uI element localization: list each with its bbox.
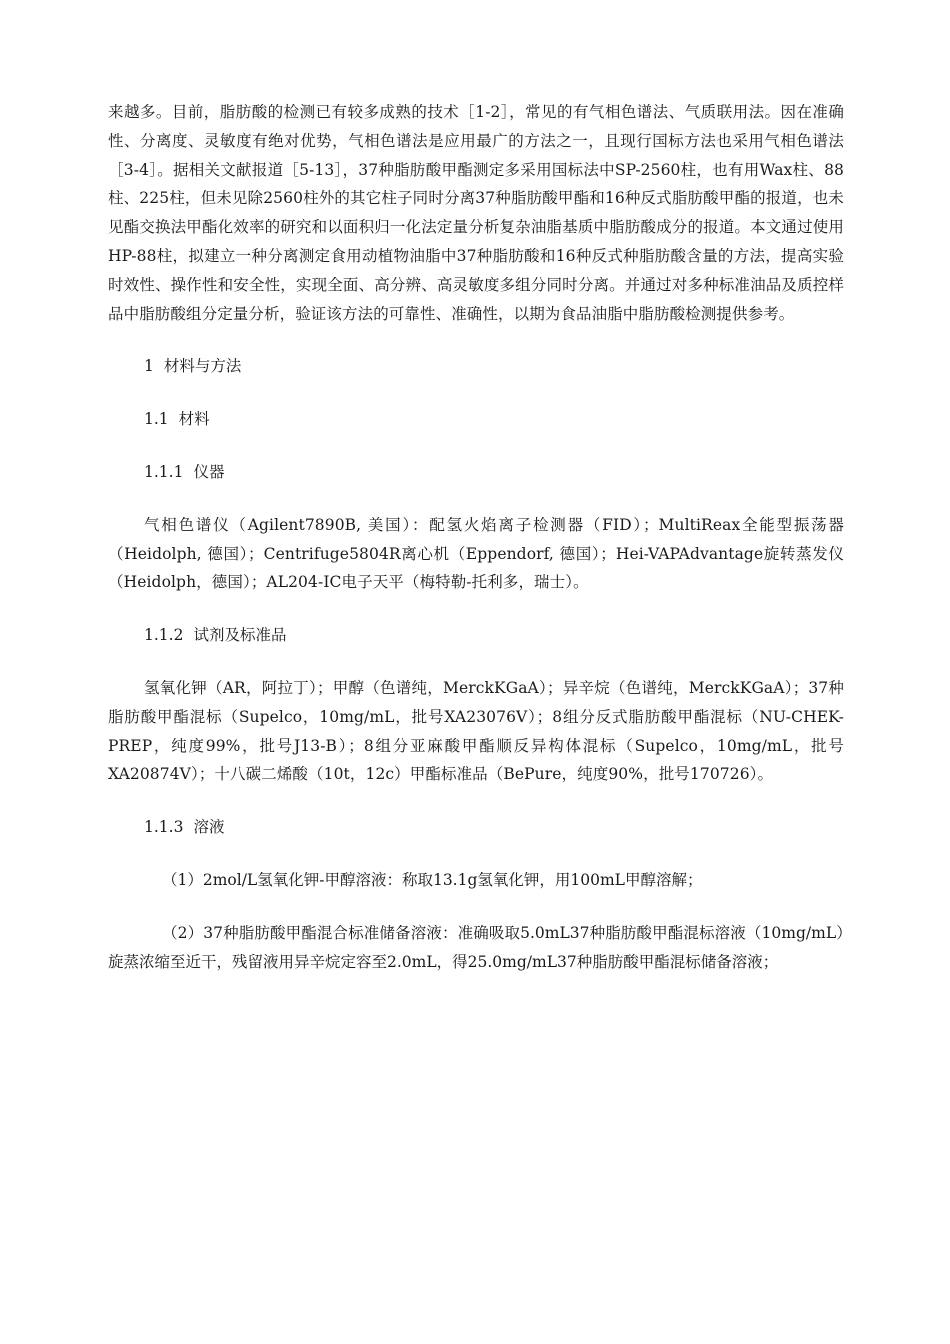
instruments-paragraph: 气相色谱仪（Agilent7890B, 美国）：配氢火焰离子检测器（FID）；MultiReax全能型振荡器（Heidolph, 德国）；Centrifuge5804R离心机（Eppendorf, 德国）；Hei-VAPAdvantage旋转蒸发仪（Heidolph，德国）；AL204-IC电子天平（梅特勒-托利多，瑞士）。 <box>108 515 844 592</box>
section-number: 1.1.3 <box>144 818 184 837</box>
section-title: 试剂及标准品 <box>193 626 287 645</box>
section-number: 1.1 <box>144 410 169 429</box>
section-title: 溶液 <box>193 818 225 837</box>
section-title: 材料与方法 <box>163 357 242 376</box>
section-heading-1-1-3 <box>108 813 844 842</box>
section-title: 仪器 <box>193 462 225 481</box>
section-heading-1-1 <box>108 405 844 434</box>
section-title: 材料 <box>178 410 210 429</box>
intro-paragraph: 来越多。目前，脂肪酸的检测已有较多成熟的技术［1-2］，常见的有气相色谱法、气质联用法。因在准确性、分离度、灵敏度有绝对优势，气相色谱法是应用最广的方法之一，且现行国标方法也采用气相色谱法［3-4］。据相关文献报道［5-13］，37种脂肪酸甲酯测定多采用国标法中SP-2560柱，也有用Wax柱、88柱、225柱，但未见除2560柱外的其它柱子同时分离37种脂肪酸甲酯和16种反式脂肪酸甲酯的报道，也未见酯交换法甲酯化效率的研究和以面积归一化法定量分析复杂油脂基质中脂肪酸成分的报道。本文通过使用HP-88柱，拟建立一种分离测定食用动植物油脂中37种脂肪酸和16种反式种脂肪酸含量的方法，提高实验时效性、操作性和安全性，实现全面、高分辨、高灵敏度多组分同时分离。并通过对多种标准油品及质控样品中脂肪酸组分定量分析，验证该方法的可靠性、准确性，以期为食品油脂中脂肪酸检测提供参考。 <box>108 103 844 323</box>
document-page <box>108 98 844 976</box>
section-number: 1 <box>144 357 154 376</box>
reagents-paragraph: 氢氧化钾（AR，阿拉丁）；甲醇（色谱纯，MerckKGaA）；异辛烷（色谱纯，MerckKGaA）；37种脂肪酸甲酯混标（Supelco，10mg/mL，批号XA23076V）；8组分反式脂肪酸甲酯混标（NU-CHEK-PREP，纯度99%，批号J13-B）；8组分亚麻酸甲酯顺反异构体混标（Supelco，10mg/mL，批号XA20874V）；十八碳二烯酸（10t，12c）甲酯标准品（BePure，纯度90%，批号170726）。 <box>108 678 844 784</box>
solution-item-2: （2）37种脂肪酸甲酯混合标准储备溶液：准确吸取5.0mL37种脂肪酸甲酯混标溶液（10mg/mL）旋蒸浓缩至近干，残留液用异辛烷定容至2.0mL，得25.0mg/mL37种脂肪酸甲酯混标储备溶液； <box>108 923 844 971</box>
section-heading-1 <box>108 352 844 381</box>
section-number: 1.1.1 <box>144 462 184 481</box>
section-number: 1.1.2 <box>144 626 184 645</box>
solution-item-1: （1）2mol/L氢氧化钾-甲醇溶液：称取13.1g氢氧化钾，用100mL甲醇溶解； <box>162 870 703 889</box>
section-heading-1-1-2 <box>108 621 844 650</box>
section-heading-1-1-1 <box>108 458 844 487</box>
